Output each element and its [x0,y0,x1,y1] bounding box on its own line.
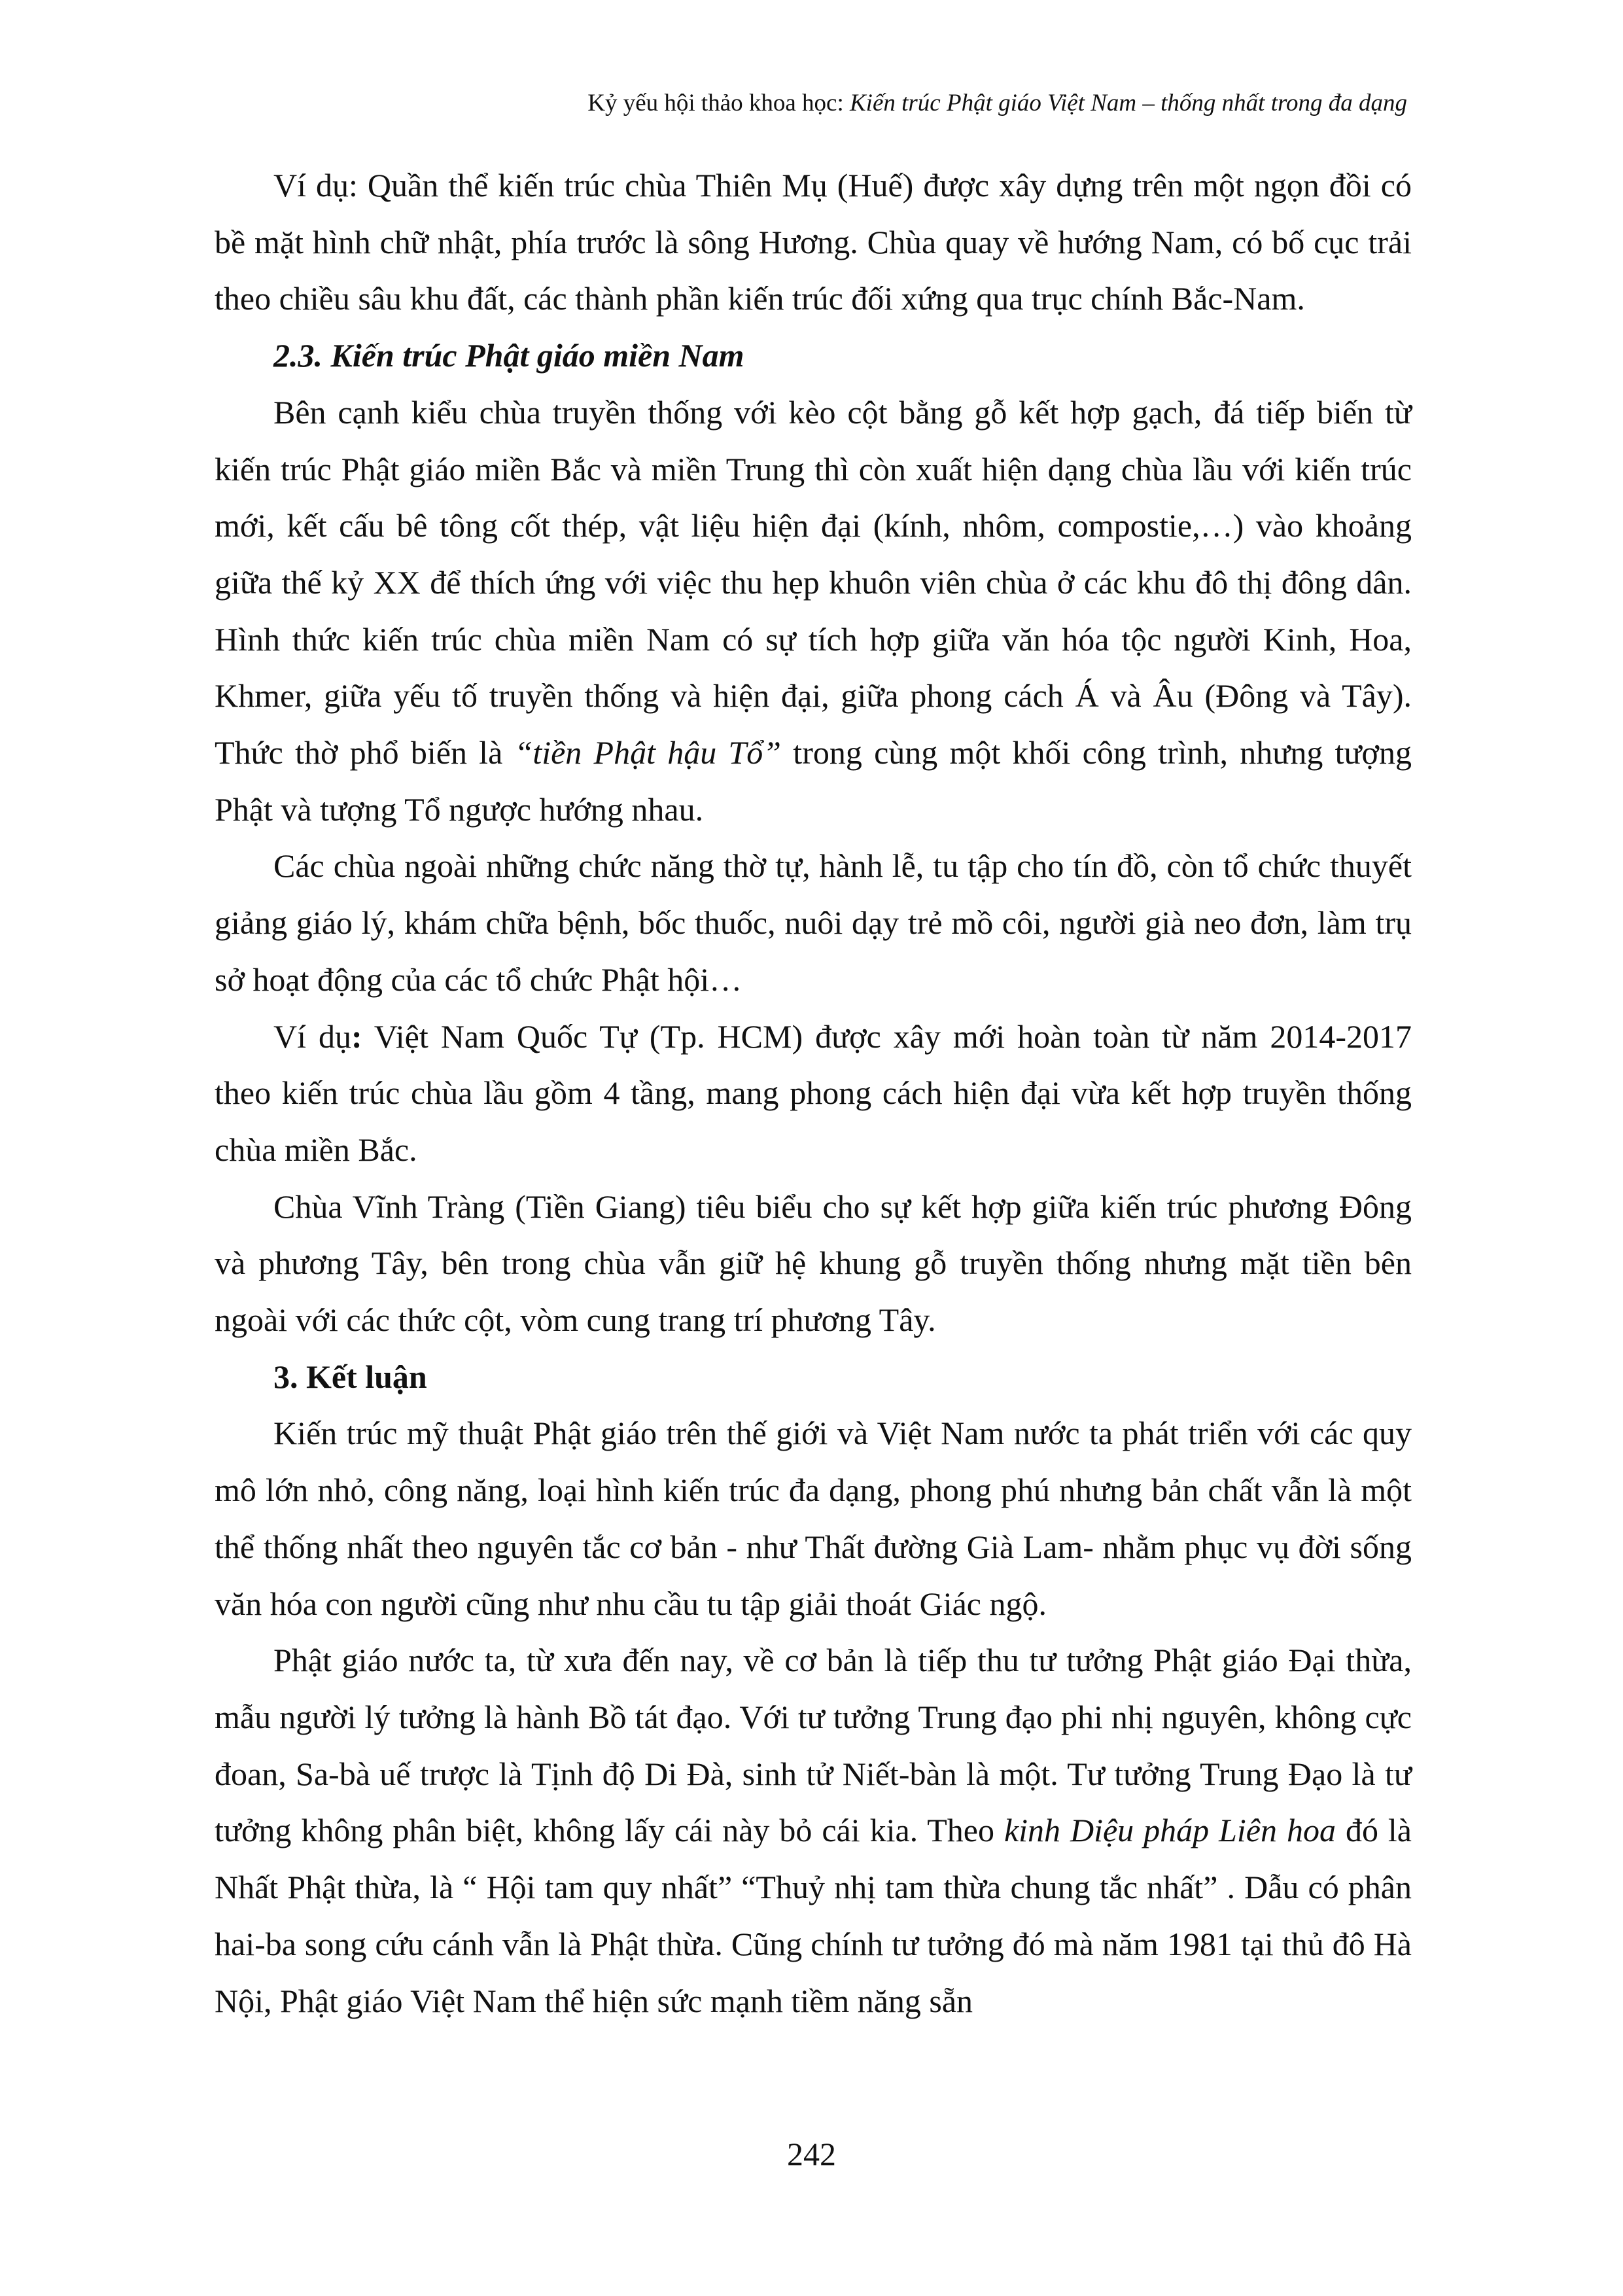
paragraph-southern-text-a: Bên cạnh kiểu chùa truyền thống với kèo cột bằng gỗ kết hợp gạch, đá tiếp biến từ kiến trúc Phật giáo miền Bắc và miền Trung thì còn xuất hiện dạng chùa lầu với kiến trúc mới, kết cấu bê tông cốt thép, vật liệu hiện đại (kính, nhôm, compostie,…) vào khoảng giữa thế kỷ XX để thích ứng với việc thu hẹp khuôn viên chùa ở các khu đô thị đông dân. Hình thức kiến trúc chùa miền Nam có sự tích hợp giữa văn hóa tộc người Kinh, Hoa, Khmer, giữa yếu tố truyền thống và hiện đại, giữa phong cách Á và Âu (Đông và Tây). Thức thờ phổ biến là [215,393,1412,771]
conclusion-text-b: đó là Nhất Phật thừa, là “ Hội tam quy nhất” “Thuỷ nhị tam thừa chung tắc nhất” . Dẫu có phân hai-ba song cứu cánh vẫn là Phật thừa. Cũng chính tư tưởng đó mà năm 1981 tại thủ đô Hà Nội, Phật giáo Việt Nam thể hiện sức mạnh tiềm năng sẵn [215,1812,1412,2019]
example-colon: : [351,1017,362,1055]
paragraph-conclusion-2 [215,1632,1412,2029]
section-heading-3: 3. Kết luận [273,1358,427,1395]
header-title: Kiến trúc Phật giáo Việt Nam – thống nhất trong đa dạng [850,90,1407,116]
page-body [215,157,1412,2029]
paragraph-temple-functions: Các chùa ngoài những chức năng thờ tự, hành lễ, tu tập cho tín đồ, còn tổ chức thuyết giảng giáo lý, khám chữa bệnh, bốc thuốc, nuôi dạy trẻ mồ côi, người già neo đơn, làm trụ sở hoạt động của các tổ chức Phật hội… [215,847,1412,998]
example-text: Việt Nam Quốc Tự (Tp. HCM) được xây mới hoàn toàn từ năm 2014-2017 theo kiến trúc chùa lầu gồm 4 tầng, mang phong cách hiện đại vừa kết hợp truyền thống chùa miền Bắc. [215,1017,1412,1168]
conclusion-italic: kinh Diệu pháp Liên hoa [1003,1812,1336,1849]
paragraph-vinh-trang: Chùa Vĩnh Tràng (Tiền Giang) tiêu biểu cho sự kết hợp giữa kiến trúc phương Đông và phương Tây, bên trong chùa vẫn giữ hệ khung gỗ truyền thống nhưng mặt tiền bên ngoài với các thức cột, vòm cung trang trí phương Tây. [215,1188,1412,1339]
header-prefix: Kỷ yếu hội thảo khoa học: [587,90,850,116]
paragraph-southern-italic: “tiền Phật hậu Tổ” [514,734,782,771]
conclusion-text-a: Phật giáo nước ta, từ xưa đến nay, về cơ bản là tiếp thu tư tưởng Phật giáo Đại thừa, mẫu người lý tưởng là hành Bồ tát đạo. Với tư tưởng Trung đạo phi nhị nguyên, không cực đoan, Sa-bà uế trược là Tịnh độ Di Đà, sinh tử Niết-bàn là một. Tư tưởng Trung Đạo là tư tưởng không phân biệt, không lấy cái này bỏ cái kia. Theo [215,1642,1412,1849]
example-label: Ví dụ [273,1017,351,1055]
page-number: 242 [787,2136,836,2172]
paragraph-thien-mu-example: Ví dụ: Quần thể kiến trúc chùa Thiên Mụ (Huế) được xây dựng trên một ngọn đồi có bề mặt hình chữ nhật, phía trước là sông Hương. Chùa quay về hướng Nam, có bố cục trải theo chiều sâu khu đất, các thành phần kiến trúc đối xứng qua trục chính Bắc-Nam. [215,167,1412,317]
paragraph-vietnam-quoc-tu-example [215,1008,1412,1178]
paragraph-southern-architecture [215,384,1412,838]
paragraph-conclusion-1: Kiến trúc mỹ thuật Phật giáo trên thế giới và Việt Nam nước ta phát triển với các quy mô lớn nhỏ, công năng, loại hình kiến trúc đa dạng, phong phú nhưng bản chất vẫn là một thể thống nhất theo nguyên tắc cơ bản - như Thất đường Già Lam- nhằm phục vụ đời sống văn hóa con người cũng như nhu cầu tu tập giải thoát Giác ngộ. [215,1415,1412,1622]
paragraph-southern-text-b: trong cùng một khối công trình, nhưng tượng Phật và tượng Tổ ngược hướng nhau. [215,734,1412,828]
section-heading-2-3: 2.3. Kiến trúc Phật giáo miền Nam [273,337,744,374]
running-header [587,88,1407,119]
